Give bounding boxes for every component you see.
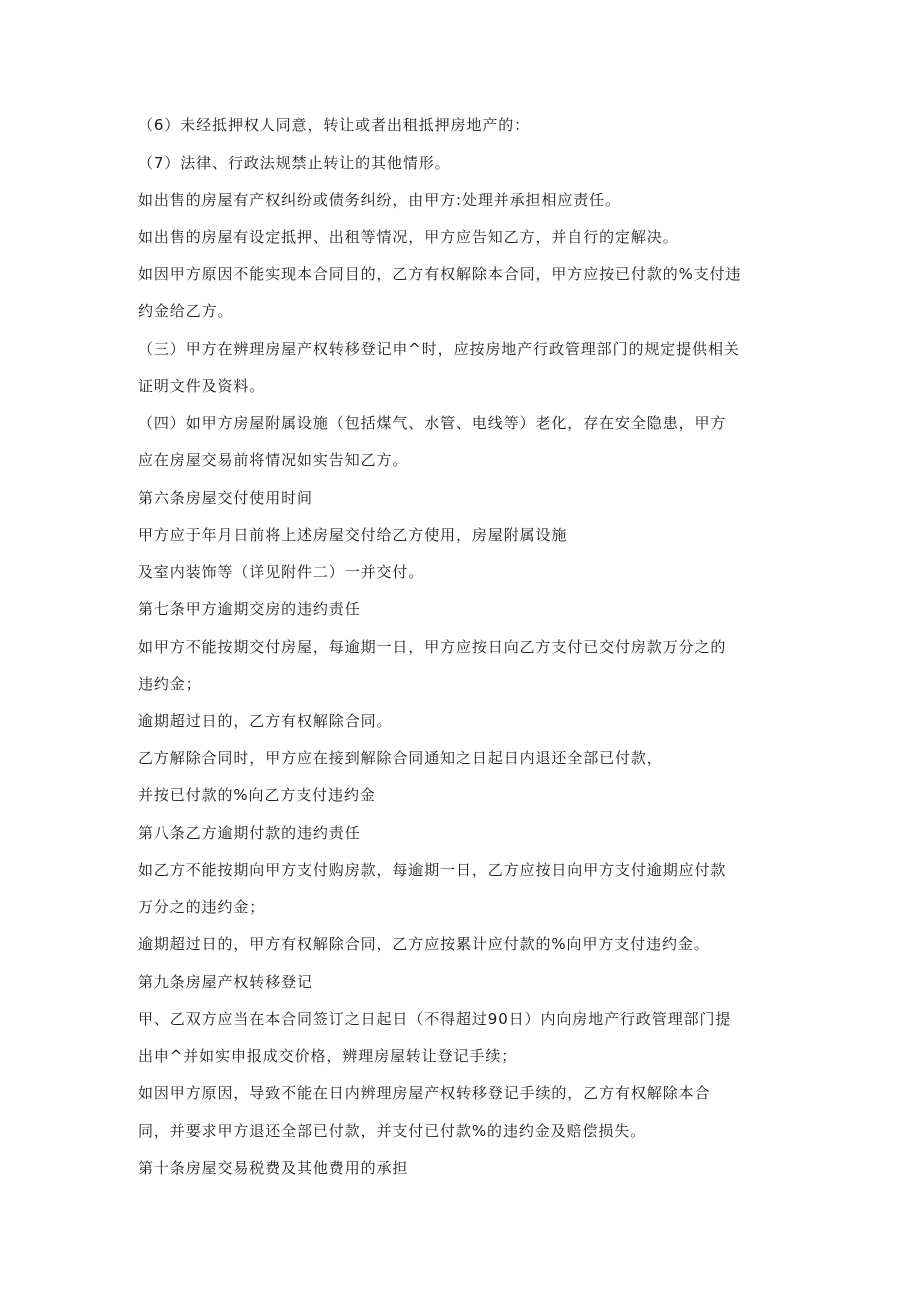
text-line: 乙方解除合同时，甲方应在接到解除合同通知之日起日内退还全部已付款， [138, 749, 663, 767]
text-line: （6）未经抵押权人同意，转让或者出租抵押房地产的： [138, 116, 531, 134]
text-line: 逾期超过日的，甲方有权解除合同，乙方应按累计应付款的%向甲方支付违约金。 [138, 935, 710, 953]
text-line: （7）法律、行政法规禁止转让的其他情形。 [138, 154, 451, 172]
text-line: 甲方应于年月日前将上述房屋交付给乙方使用，房屋附属设施 [138, 526, 568, 544]
text-line: 万分之的违约金； [138, 898, 266, 916]
section-heading: 第十条房屋交易税费及其他费用的承担 [138, 1159, 409, 1177]
text-line: 如因甲方原因不能实现本合同目的，乙方有权解除本合同，甲方应按已付款的%支付违 [138, 265, 742, 283]
text-line: 如乙方不能按期向甲方支付购房款，每逾期一日，乙方应按日向甲方支付逾期应付款 [138, 861, 727, 879]
text-line: 如因甲方原因，导致不能在日内辨理房屋产权转移登记手续的，乙方有权解除本合 [138, 1084, 711, 1102]
text-line: 约金给乙方。 [138, 302, 234, 320]
section-heading: 第七条甲方逾期交房的违约责任 [138, 600, 361, 618]
text-line: 违约金； [138, 675, 202, 693]
text-line: 同，并要求甲方退还全部已付款，并支付已付款%的违约金及赔偿损失。 [138, 1122, 647, 1140]
text-line: 证明文件及资料。 [138, 377, 266, 395]
section-heading: 第九条房屋产权转移登记 [138, 973, 313, 991]
text-line: 应在房屋交易前将情况如实告知乙方。 [138, 451, 409, 469]
text-line: 如甲方不能按期交付房屋，每逾期一日，甲方应按日向乙方支付已交付房款万分之的 [138, 638, 727, 656]
section-heading: 第八条乙方逾期付款的违约责任 [138, 824, 361, 842]
text-line: 及室内装饰等（详见附件二）一并交付。 [138, 563, 425, 581]
text-line: 甲、乙双方应当在本合同签订之日起日（不得超过90日）内向房地产行政管理部门提 [138, 1010, 732, 1028]
text-line: 如出售的房屋有产权纠纷或债务纠纷，由甲方:处理并承担相应责任。 [138, 191, 621, 209]
text-line: （四）如甲方房屋附属设施（包括煤气、水管、电线等）老化，存在安全隐患，甲方 [138, 414, 727, 432]
section-heading: 第六条房屋交付使用时间 [138, 489, 313, 507]
text-line: 并按已付款的%向乙方支付违约金 [138, 786, 376, 804]
text-line: 如出售的房屋有设定抵押、出租等情况，甲方应告知乙方，并自行的定解决。 [138, 228, 679, 246]
text-line: 逾期超过日的，乙方有权解除合同。 [138, 712, 393, 730]
text-line: 出申^并如实申报成交价格，辨理房屋转让登记手续； [138, 1047, 518, 1065]
text-line: （三）甲方在辨理房屋产权转移登记申^时，应按房地产行政管理部门的规定提供相关 [138, 340, 740, 358]
